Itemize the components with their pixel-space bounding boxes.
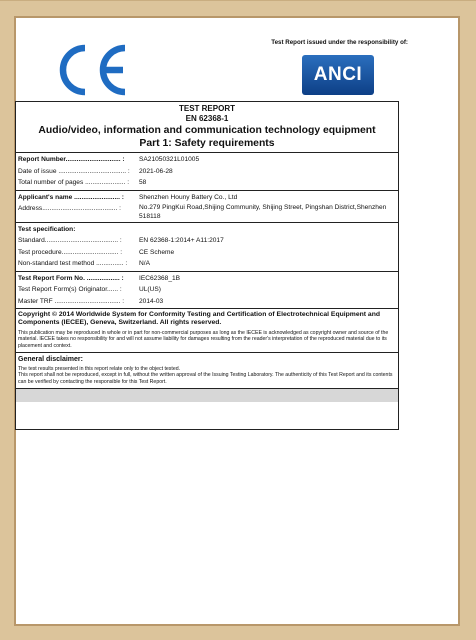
standard-row [18,235,396,247]
anci-logo: ANCI [302,55,374,95]
form-number-value: IEC62368_1B [139,274,181,282]
form-originator-row [18,284,396,296]
copyright-heading: Copyright © 2014 Worldwide System for Conformity Testing and Certification of Electrotechnical Equipment and Components (IECEE), Geneva, Switzerland. All rights reserved. [18,311,381,327]
form-number-row [18,273,396,285]
address-row [18,203,396,221]
test-procedure-row [18,247,396,259]
test-specification-heading: Test specification: [18,226,76,233]
master-trf-label: Master TRF .................................... : [18,297,125,305]
address-label: Address......................................... : [18,205,121,212]
copyright-section [16,309,398,353]
test-procedure-value: CE Scheme [139,248,175,256]
date-of-issue-row [18,166,396,178]
form-originator-value: UL(US) [139,286,161,293]
report-number-value: SA21050321L01005 [139,156,200,163]
disclaimer-heading: General disclaimer: [18,356,83,364]
report-number-row [18,154,396,166]
non-standard-method-value: N/A [139,260,150,267]
form-originator-label: Test Report Form(s) Originator...... : [18,286,122,293]
standard-label: Standard........................................ : [18,237,122,244]
title-line-2: EN 62368-1 [185,114,229,123]
applicant-name-value: Shenzhen Houny Battery Co., Ltd [139,193,238,201]
test-procedure-label: Test procedure............................... : [18,248,123,256]
test-specification-section [16,223,398,272]
report-box [15,101,399,430]
responsibility-text: Test Report issued under the responsibility of: [271,39,408,46]
non-standard-method-label: Non-standard test method ............... : [18,260,128,267]
total-pages-label: Total number of pages ...................... : [18,179,130,186]
report-info-section [16,153,398,191]
applicant-section [16,191,398,224]
total-pages-value: 58 [139,179,147,186]
date-of-issue-value: 2021-06-28 [139,167,173,175]
address-value: No.279 PingKui Road,Shijing Community, Shijing Street, Pingshan District,Shenzhen 518118 [139,204,387,220]
master-trf-row [18,296,396,308]
applicant-name-label: Applicant's name ......................... : [18,193,124,201]
form-number-label: Test Report Form No. .................. : [18,274,124,282]
disclaimer-line-1: The test results presented in this report relate only to the object tested. [18,366,181,373]
date-of-issue-label: Date of issue ..................................... : [18,167,130,175]
report-number-label: Report Number.............................. : [18,156,125,163]
grey-footer-bar [16,389,398,402]
master-trf-value: 2014-03 [139,297,164,305]
total-pages-row [18,177,396,189]
title-line-4: Part 1: Safety requirements [139,138,275,149]
copyright-text: This publication may be reproduced in whole or in part for non-commercial purposes as long as the IECEE is acknowledged as copyright owner and source of the material. IECEE takes no responsibility for and will not assume liability for damages resulting from the reader's interpretation of the reproduced material due to its placement and context. [18,329,389,349]
test-report-form-section [16,272,398,310]
disclaimer-line-2: This report shall not be reproduced, except in full, without the written approval of the Issuing Testing Laboratory. The authenticity of this Test Report and its contents can be verified by contacting the responsible for this Test Report. [18,372,393,385]
non-standard-method-row [18,258,396,270]
disclaimer-section [16,353,398,389]
standard-value: EN 62368-1:2014+ A11:2017 [139,237,224,244]
title-line-3: Audio/video, information and communication technology equipment [38,125,376,136]
report-title [16,102,398,153]
ce-mark-icon [51,40,131,100]
applicant-name-row [18,192,396,204]
title-line-1: TEST REPORT [178,104,235,113]
